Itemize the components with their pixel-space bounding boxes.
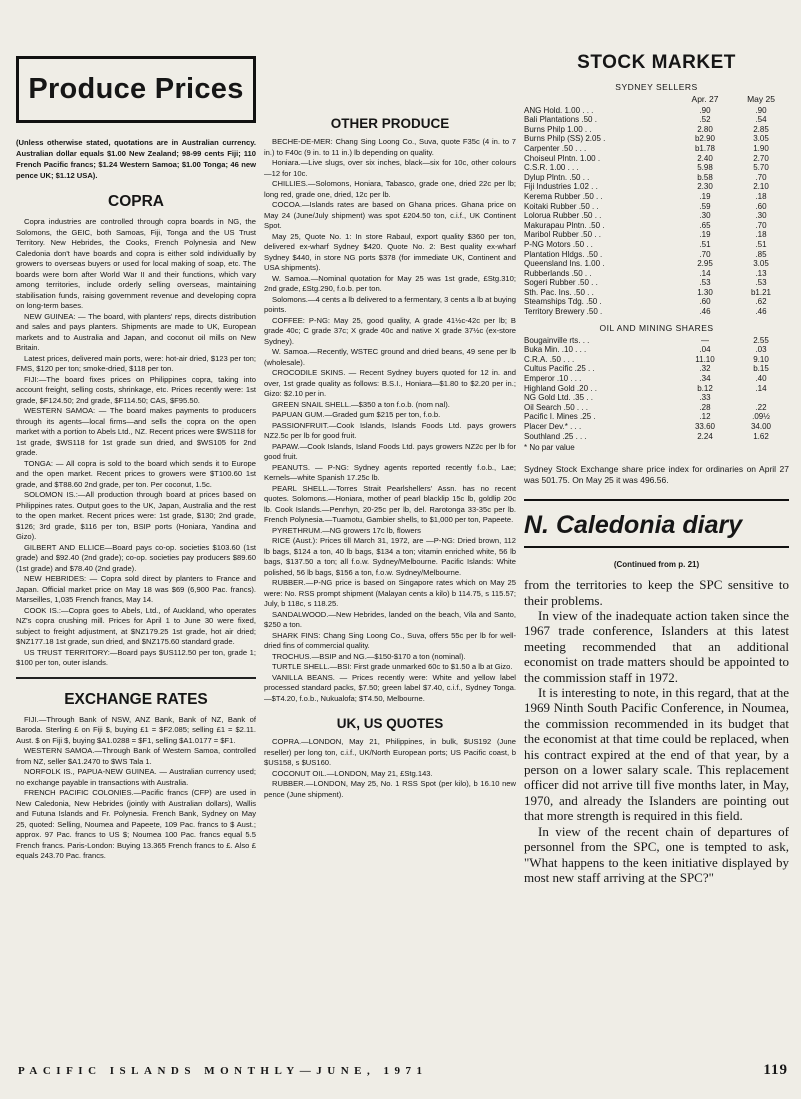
price-cell: .70 [755,220,767,230]
table-row [524,230,789,240]
paragraph: RICE (Aust.): Prices till March 31, 1972, are —P-NG: Dried brown, 112 lb bags, $124 a ton, 40 lb bags, $134 a ton; vitamin enriched white, 56 lb bags, $137.50 a ton; all f.o.w. Sydney/Melbourne. Pacific Islands: White polished, 56 lb bags, $156 a ton, f.o.w. Sydney/Melbourne. [264,536,516,577]
col-header-may: May 25 [747,94,775,104]
stock-name-cell: Plantation Hldgs. .50 . [524,249,603,259]
price-cell: .34 [699,374,711,384]
table-row [524,211,789,221]
stock-name-cell: Koitaki Rubber .50 . . [524,201,599,211]
table-row [524,192,789,202]
stock-name-cell: Southland .25 . . . [524,431,587,441]
price-cell: 1.62 [753,431,769,441]
stock-name-cell: Steamships Tdg. .50 . [524,297,602,307]
stock-name-cell: Territory Brewery .50 . [524,307,603,317]
table-row [524,106,789,116]
index-note: Sydney Stock Exchange share price index for ordinaries on April 27 was 501.75. On May 25 it was 496.56. [524,464,789,485]
stock-market-heading: STOCK MARKET [577,52,736,73]
table-row [524,182,789,192]
price-cell: b1.21 [750,287,772,297]
price-cell: .60 [755,201,767,211]
price-cell: .30 [699,211,711,221]
page-number: 119 [763,1062,788,1078]
uk-us-quotes-body [264,737,516,800]
table-row [524,297,789,307]
price-cell: 2.30 [697,182,713,192]
table-row [524,288,789,298]
price-cell: 2.40 [697,153,713,163]
table-row [524,259,789,269]
price-cell: — [701,335,709,345]
paragraph: PAPAW.—Cook Islands, Island Foods Ltd. pays growers NZ2c per lb for good fruit. [264,441,516,461]
price-cell: .51 [755,239,767,249]
paragraph: NORFOLK IS., PAPUA-NEW GUINEA. — Australian currency used; no exchange payable in transactions with Australia. [16,767,256,787]
table-row [524,374,789,384]
continued-note: (Continued from p. 21) [613,560,700,570]
price-cell: .32 [699,364,711,374]
price-cell: b.15 [753,364,769,374]
paragraph: Solomons.—4 cents a lb delivered to a fermentary, 3 cents a lb at buying points. [264,294,516,314]
price-cell: 33.60 [694,422,716,431]
price-cell: 2.24 [697,431,713,441]
exchange-heading: EXCHANGE RATES [64,690,208,708]
page-title: Produce Prices [16,56,256,123]
footer-publication: PACIFIC ISLANDS MONTHLY—JUNE, 1971 [18,1065,428,1077]
price-cell: .52 [699,115,711,125]
price-cell: .19 [699,191,711,201]
price-cell: .09½ [752,412,770,422]
column-middle [264,46,516,800]
paragraph: COFFEE: P-NG: May 25, good quality, A grade 41½c-42c per lb; B grade 40c; C grade 37c; X grade 40c and native X grade 37½c (ex-store Sydney). [264,315,516,346]
price-cell: 2.85 [753,124,769,134]
paragraph: CHILLIES.—Solomons, Honiara, Tabasco, grade one, dried 22c per lb; long red, grade one, dried, 12c per lb. [264,179,516,199]
table-row [524,250,789,260]
price-cell: 3.05 [753,134,769,144]
table-row [524,115,789,125]
price-cell: 2.55 [753,335,769,345]
price-cell: .90 [755,105,767,115]
table-row [524,412,789,422]
copra-body [16,217,256,669]
paragraph: COCOA.—Islands rates are based on Ghana prices. Ghana price on May 24 (June/July shipment) was spot £204.50 ton, c.i.f., UK Continent Spot. [264,200,516,230]
stock-name-cell: Kerema Rubber .50 . . [524,191,603,201]
currency-note: (Unless otherwise stated, quotations are in Australian currency. Australian dollar equals $1.00 New Zealand; 98-99 cents Fiji; 110 French Pacific francs; $1.24 Western Samoa; $1.00 Tonga; 46 new pence UK; $1.12 USA). [16,138,256,180]
price-cell: 3.05 [753,259,769,269]
price-cell: 9.10 [753,354,769,364]
paragraph: CROCODILE SKINS. — Recent Sydney buyers quoted for 12 in. and over, 1st grade quality as follows: B.S.I., Honiara—$1.80 to $2.20 per in.; Gizo: $2.10 per in. [264,368,516,398]
price-cell: .04 [699,345,711,355]
table-row [524,307,789,317]
paragraph: GILBERT AND ELLICE—Board pays co-op. societies $103.60 (1st grade) and $92.40 (2nd grade); co-op. societies pay producers $89.60 (1st grade) and $78.40 (2nd grade). [16,542,256,573]
table-row [524,154,789,164]
table-row [524,202,789,212]
column-left [16,0,256,862]
paragraph: FRENCH PACIFIC COLONIES.—Pacific francs (CFP) are used in New Caledonia, New Hebrides (jointly with Australian dollars), Wallis and Futuna Islands and Fr. Polynesia. French Bank, Sydney on May 25, quoted: Selling, Noumea and Papeete, 109 Pac. francs to $ Aust.; approx. 97 Pac. francs to US $; Noumea 100 Pac. francs equal 5.5 French francs. Paris-London: Buying 13.365 French francs to £. Also £ equals 243.70 Pac. francs. [16,788,256,860]
price-cell: b.58 [697,172,713,182]
stock-name-cell: Emperor .10 . . . [524,374,582,384]
stock-name-cell: Burns Philp 1.00 . . [524,124,592,134]
price-cell: 11.10 [695,354,715,364]
paragraph: It is interesting to note, in this regard, that at the 1969 Ninth South Pacific Conference, in Noumea, the commission recommended in its budget that the economist at that time could be replaced, when his contract expired at the end of that year, by a person on a lower salary scale. This replacement officer did not arrive till five months later, in May, 1970, and already the Islanders are pointing out that more strength is required in this field. [524,685,789,824]
price-cell: 5.98 [697,163,713,173]
paragraph: TROCHUS.—BSIP and NG.—$150-$170 a ton (nominal). [272,651,466,661]
paragraph: COCONUT OIL.—LONDON, May 21, £Stg.143. [272,768,433,778]
copra-heading: COPRA [108,193,164,210]
price-cell: .14 [755,383,767,393]
price-cell: .53 [699,278,711,288]
paragraph: RUBBER.—P-NG price is based on Singapore rates which on May 25 were: No. RSS prompt shipment (Malayan cents a kilo) b 114.75, s 115.57; July, b 118c, s 118.25. [264,578,516,608]
paragraph: TONGA: — All copra is sold to the board which sends it to Europe and the open market. Recent prices to growers were $T100.60 1st grade, and $T88.60 2nd grade, per ton. Per coconut, 1.5c. [16,458,256,489]
stock-name-cell: Bougainville rts. . . [524,335,590,345]
paragraph: from the territories to keep the SPC sensitive to their problems. [524,577,789,608]
price-cell: .33 [699,393,711,403]
price-cell: 1.90 [753,143,769,153]
table-row [524,240,789,250]
price-cell: b1.78 [694,143,716,153]
table-row [524,345,789,355]
table-row [524,364,789,374]
other-produce-body [264,137,516,704]
paragraph: PEARL SHELL.—Torres Strait Pearlshellers' Assn. has no recent quotes. Solomons.—Honiara, mother of pearl blacklip 15c lb, goldlip 20c lb. Cook Islands.—Penrhyn, 20-25c per lb, del. Rarotonga 33-35c per lb. French Polynesia.—Tuamotu, Gambier shells, to $1,000 per ton, Papeete. [264,483,516,524]
stock-name-cell: C.S.R. 1.00 . . . [524,163,579,173]
stock-name-cell: Sogeri Rubber .50 . . [524,278,598,288]
price-cell: 2.70 [753,153,769,163]
paragraph: W. Samoa.—Recently, WSTEC ground and dried beans, 49 sene per lb (wholesale). [264,347,516,367]
stock-name-cell: ANG Hold. 1.00 . . . [524,105,594,115]
price-cell: .62 [755,297,767,307]
price-cell: .54 [755,115,767,125]
table-row [524,393,789,403]
price-cell: .60 [699,297,711,307]
price-cell: .18 [755,191,767,201]
price-cell: .65 [699,220,711,230]
paragraph: TURTLE SHELL.—BSI: First grade unmarked 60c to $1.50 a lb at Gizo. [272,662,513,671]
paragraph: Honiara.—Live slugs, over six inches, black—six for 10c, other colours—12 for 10c. [264,158,516,178]
price-cell: 1.30 [697,287,713,297]
stock-name-cell: Burns Philp (SS) 2.05 . [524,134,606,144]
col-header-apr: Apr. 27 [691,94,719,104]
table-row [524,403,789,413]
paragraph: BECHE-DE-MER: Chang Sing Loong Co., Suva, quote F35c (4 in. to 7 in.) to F40c (9 in. to 11 in.) lb depending on quality. [264,137,516,157]
price-cell: .18 [755,230,767,240]
price-cell: 5.70 [753,163,769,173]
price-cell: 2.80 [697,124,713,134]
paragraph: SHARK FINS: Chang Sing Loong Co., Suva, offers 55c per lb for well-dried fins of commercial quality. [264,630,516,650]
paragraph: SOLOMON IS.:—All production through board at prices based on Philippines rates. Output goes to the UK, Japan, Australia and the rest to the open market. Recent prices were: 1st grade, $130; 2nd grade, $126; 3rd grade, $116 per ton, BSIP ports (Honiara, Yandina and Gizo). [16,490,256,541]
paragraph: RUBBER.—LONDON, May 25, No. 1 RSS Spot (per kilo), b 16.10 new pence (June shipment). [264,779,516,799]
paragraph: NEW HEBRIDES: — Copra sold direct by planters to France and Japan. Official market price on May 18 was $69 (6,900 Pac. francs). Marseilles, 1,035 French francs, May 14. [16,574,256,604]
price-cell: 2.10 [753,182,769,192]
table-row [524,355,789,365]
price-cell: 34.00 [750,422,772,431]
price-cell [733,393,789,403]
paragraph: In view of the inadequate action taken since the 1967 trade conference, Islanders at this latest meeting recommended that an additional economist on trade matters should be appointed to the commission staff in 1972. [524,608,789,685]
stock-name-cell: Dylup Plntn. .50 . . [524,172,590,182]
table-row [524,336,789,346]
price-cell: .85 [755,249,767,259]
table-row [524,163,789,173]
price-cell: .14 [699,268,711,278]
stock-name-cell: Maribol Rubber .50 . . [524,230,601,240]
exchange-body [16,715,256,862]
table-row [524,134,789,144]
stock-name-cell: Lolorua Rubber .50 . . [524,211,602,221]
table-row [524,384,789,394]
price-cell: .46 [755,307,767,317]
paragraph: Latest prices, delivered main ports, were: hot-air dried, $123 per ton; FMS, $120 per ton; smoke-dried, $118 per ton. [16,353,256,373]
oil-mining-heading: OIL AND MINING SHARES [599,322,714,333]
no-par-note: * No par value [524,443,575,453]
price-cell: 2.95 [697,259,713,269]
stock-name-cell: Rubberlands .50 . . [524,268,592,278]
paragraph: GREEN SNAIL SHELL.—$350 a ton f.o.b. (nom nal). [272,399,450,409]
other-produce-heading: OTHER PRODUCE [330,116,450,131]
stock-name-cell: Makurapau Plntn. .50 . [524,220,605,230]
paragraph: In view of the recent chain of departures of personnel from the SPC, one is tempted to ask, "What happens to the keen initiative displayed by most new staff arriving at the SPC?" [524,823,789,885]
price-cell: .51 [699,239,711,249]
stock-name-cell: Placer Dev.* . . . [524,422,582,431]
paragraph: VANILLA BEANS. — Prices recently were: White and yellow label processed standard packs, $7.50; green label $7.40, c.i.f., Sydney Tonga.—$T4.20, f.o.b., Nukualofa; $T4.50, Melbourne. [264,672,516,703]
table-row [524,432,789,442]
diary-body [524,577,789,885]
price-cell: .30 [755,211,767,221]
stock-name-cell: Bali Plantations .50 . [524,115,597,125]
paragraph: Copra industries are controlled through copra boards in NG, the Solomons, the GEIC, both Samoas, Fiji, Tonga and the US Trust Territory. New Hebrides, the Cooks, French Polynesia and New Caledonia don't have boards and copra is either sold individually by growers to overseas buyers or used for local making of soap, etc. The boards were born after World War II and their functions, which vary among territories, include orderly selling overseas, maintaining stabilisation funds, raising government revenue and developing copra on long-term bases. [16,217,256,310]
paragraph: NEW GUINEA: — The board, with planters' reps, directs distribution and sales and pays planters. Shipments are made to UK, European markets and to Australia and Japan, and coconut oil mills on New Britain. [16,311,256,352]
stock-name-cell: Sth. Pac. Ins. .50 . . [524,287,594,297]
price-cell: .53 [755,278,767,288]
oil-mining-table [524,336,789,442]
stock-name-cell: Queensland Ins. 1.00 . [524,259,605,269]
price-cell: .19 [699,230,711,240]
stock-name-cell: P-NG Motors .50 . . [524,239,593,249]
price-cell: .22 [755,402,767,412]
divider [16,677,256,679]
stock-name-cell: Oil Search .50 . . . [524,402,589,412]
uk-us-quotes-heading: UK, US QUOTES [336,716,444,731]
price-cell: .03 [755,345,767,355]
stock-name-cell: Fiji Industries 1.02 . . [524,182,598,192]
paragraph: FIJI.—Through Bank of NSW, ANZ Bank, Bank of NZ, Bank of Baroda. Sterling £ on Fiji $, buying £1 = $F2.085; selling £1 = $2.11. Aust. $ on Fiji $, buying $A1.0288 = $F1, selling $A1.0177 = $F1. [16,714,256,745]
paragraph: US TRUST TERRITORY:—Board pays $US112.50 per ton, grade 1; $100 per ton, outer islands. [16,647,256,667]
price-cell: .59 [699,201,711,211]
paragraph: PYRETHRUM.—NG growers 17c lb, flowers [272,525,421,535]
stock-name-cell: NG Gold Ltd. .35 . . [524,393,593,403]
column-right [524,0,789,885]
stock-name-cell: Buka Min. .10 . . . [524,345,587,355]
paragraph: PASSIONFRUIT.—Cook Islands, Islands Foods Ltd. pays growers NZ2.5c per lb for good fruit. [264,420,516,440]
stock-name-cell: Choiseul Plntn. 1.00 . [524,153,601,163]
table-row [524,422,789,432]
stock-name-cell: Pacific I. Mines .25 . [524,412,596,422]
price-cell: b.12 [697,383,713,393]
table-row [524,144,789,154]
paragraph: WESTERN SAMOA: — The board makes payments to producers through its agents—local firms—and sells the copra on the open market with a portion to Abels Ltd., NZ. Recent prices were $WS118 for 1st grade, $WS118 for 1st grade sun dried, and $WS105 for 2nd grade. [16,406,256,457]
paragraph: COPRA.—LONDON, May 21, Philippines, in bulk, $US192 (June reseller) per long ton, c.i.f., UK/North European ports; US Pacific coast, b $US158, s $US160. [264,737,516,767]
paragraph: WESTERN SAMOA.—Through Bank of Western Samoa, controlled from NZ, seller $A1.2470 to $WS Tala 1. [16,746,256,766]
table-row [524,278,789,288]
stock-name-cell: Carpenter .50 . . . [524,143,587,153]
price-cell: .70 [699,249,711,259]
price-cell: b2.90 [694,134,716,144]
paragraph: FIJI:—The board fixes prices on Philippines copra, taking into account freight, selling costs, shrinkage, etc. Prices recently were: 1st grade, $F124.50; 2nd grade, $F114.50; CAS, $F95.50. [16,374,256,405]
table-row [524,221,789,231]
price-cell: .13 [755,268,767,278]
stock-name-cell: C.R.A. .50 . . . [524,354,575,364]
table-row [524,125,789,135]
price-cell: .12 [699,412,711,422]
stock-table [524,94,789,317]
stock-name-cell: Cultus Pacific .25 . . [524,364,595,374]
price-cell: .90 [699,105,711,115]
price-cell: .28 [699,402,711,412]
paragraph: PEANUTS. — P-NG: Sydney agents reported recently f.o.b., Lae; Kernels—white Spanish 17.25c lb. [264,462,516,482]
diary-heading: N. Caledonia diary [524,499,789,548]
page-footer [18,1062,788,1079]
table-row [524,173,789,183]
paragraph: W. Samoa.—Nominal quotation for May 25 was 1st grade, £Stg.310; 2nd grade, £Stg.290, f.o.b. per ton. [264,273,516,293]
paragraph: COOK IS.:—Copra goes to Abels, Ltd., of Auckland, who operates NZ's copra crushing mill. Prices for April 1 to June 30 were fixed, subject to freight adjustment, at $NZ179.25 1st grade, hot air dried; $NZ177.18 1st grade, sun dried, and $NZ175.60 standard grade. [16,605,256,646]
table-row [524,269,789,279]
stock-subheading: SYDNEY SELLERS [615,82,698,92]
price-cell: .40 [755,374,767,384]
stock-name-cell: Highland Gold .20 . . [524,383,597,393]
paragraph: May 25, Quote No. 1: In store Rabaul, export quality $360 per ton, delivered ex-wharf Sydney $420. Quote No. 2: Best quality ex-wharf Sydney $440, in store NG ports $378 (for immediate UK, Continent and USA shipments). [264,231,516,272]
paragraph: PAPUAN GUM.—Graded gum $215 per ton, f.o.b. [272,410,441,419]
paragraph: SANDALWOOD.—New Hebrides, landed on the beach, Vila and Santo, $250 a ton. [264,609,516,629]
price-cell: .70 [755,172,767,182]
price-cell: .46 [699,307,711,317]
